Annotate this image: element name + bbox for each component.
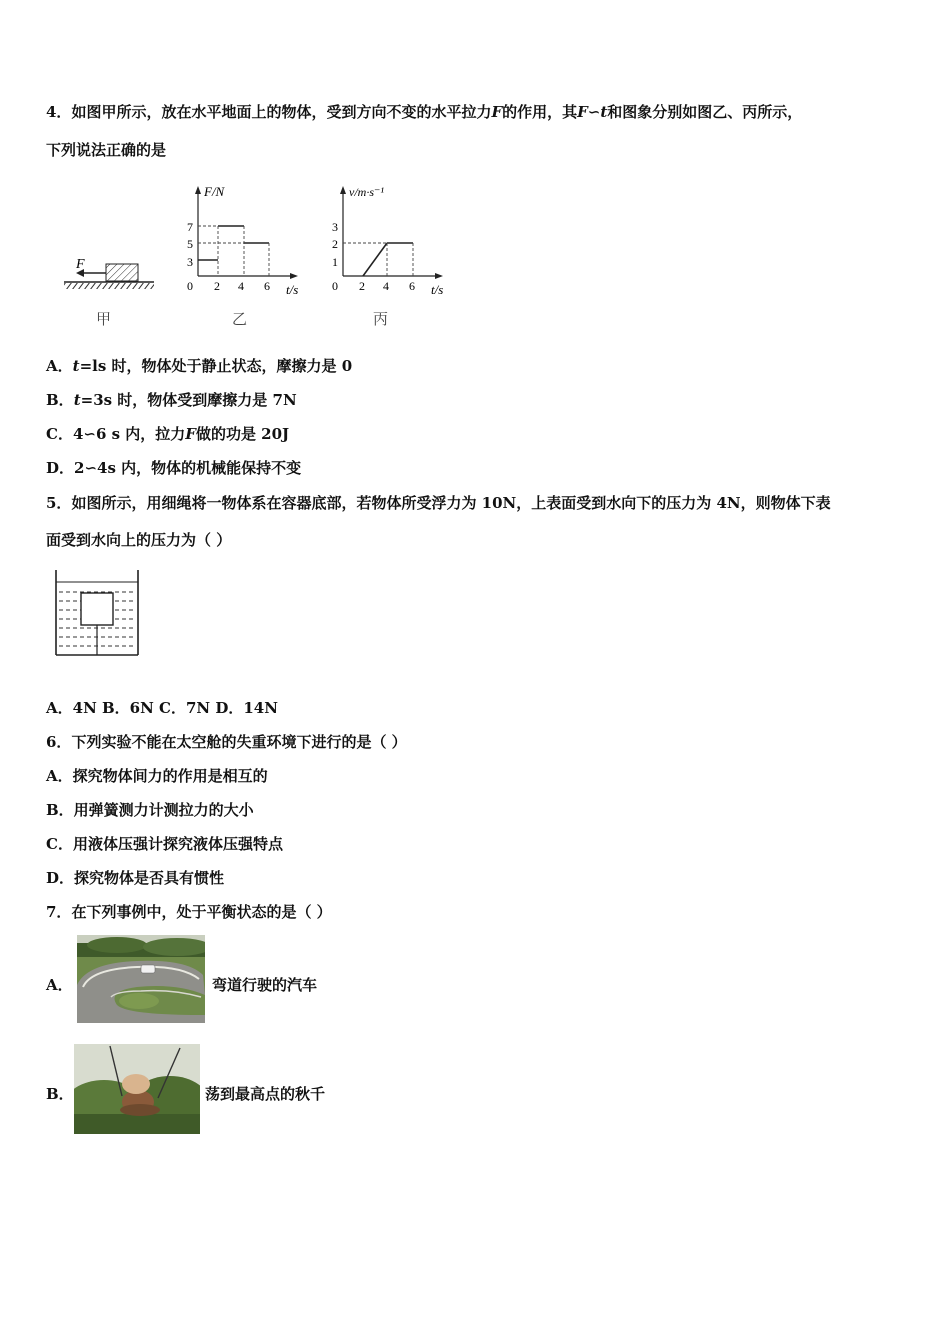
q7-stem-text: 在下列事例中，处于平衡状态的是（ ） [71,903,332,921]
y-axis-label: F/N [204,184,225,199]
x-tick-6: 6 [409,279,415,293]
swing-photo [74,1044,200,1134]
q7-option-b-letter: B． [46,1085,74,1103]
y-tick-3: 3 [187,255,193,269]
guide-lines [343,243,413,276]
q7-option-a-text: 弯道行驶的汽车 [212,976,318,994]
q4-var-f: F [491,103,503,121]
q4-option-b-var: t [73,391,81,409]
y-tick-7: 7 [187,220,193,234]
q5-container-figure [52,568,144,660]
block [106,264,138,281]
q6-option-c: C．用液体压强计探究液体压强特点 [46,835,283,853]
q4-option-b-letter: B． [46,391,74,409]
q4-option-c-t3: 做的功是 20J [195,425,290,443]
q6-option-d: D．探究物体是否具有惯性 [46,869,225,887]
q4-option-d-t1: 2 [74,459,85,477]
q6-stem [46,732,407,752]
q4-option-c-t1: 4 [72,425,84,443]
y-axis-label: v/m·s⁻¹ [349,185,384,199]
q4-option-d-letter: D． [46,459,75,477]
x-axis-label: t/s [286,282,299,297]
curved-road-photo [77,935,205,1023]
q4-figure-jia [60,250,160,330]
q5-number: 5． [46,494,72,512]
q4-stem-part2: 的作用，其 [502,103,578,121]
x-tick-2: 2 [214,279,220,293]
x-tick-6: 6 [264,279,270,293]
q4-figure-bing [325,180,455,330]
x-axis-arrow [290,273,298,279]
q4-option-c-var: F [185,425,196,443]
q4-option-b-text: =3s 时，物体受到摩擦力是 7N [80,391,297,409]
q5-options: A．4N B．6N C．7N D．14N [46,699,278,717]
q4-option-c-sep: ∽ [83,425,96,443]
q4-option-b [46,390,297,410]
q7-stem [46,902,332,922]
q6-number: 6． [46,733,72,751]
x-axis-label: t/s [431,282,444,297]
q7-option-a-letter: A． [46,976,73,994]
force-label: F [76,257,85,272]
q4-option-d [46,458,301,478]
q5-stem-text: 如图所示，用细绳将一物体系在容器底部，若物体所受浮力为 10N，上表面受到水向下的压力为 4N，则物体下表 [71,494,831,512]
q4-option-c [46,424,289,444]
q4-option-a [46,356,352,376]
q4-stem-line2: 下列说法正确的是 [46,141,167,159]
q6-option-b: B．用弹簧测力计测拉力的大小 [46,801,254,819]
y-axis-arrow [195,186,201,194]
y-tick-5: 5 [187,237,193,251]
origin-label: 0 [187,279,193,293]
origin-label: 0 [332,279,338,293]
q4-option-c-t2: 6 s 内，拉力 [95,425,186,443]
y-axis-arrow [340,186,346,194]
y-tick-1: 1 [332,255,338,269]
q4-number: 4． [46,103,72,121]
x-tick-2: 2 [359,279,365,293]
x-axis-arrow [435,273,443,279]
submerged-object [81,593,113,625]
q4-option-d-t2: 4s 内，物体的机械能保持不变 [97,459,302,477]
caption-bing: 丙 [373,312,389,328]
caption-jia: 甲 [96,312,112,328]
q4-stem-line1 [46,102,802,122]
q4-option-a-text: =ls 时，物体处于静止状态，摩擦力是 0 [79,357,353,375]
x-tick-4: 4 [238,279,244,293]
guide-lines [198,226,269,276]
q7-option-b-text: 荡到最高点的秋千 [205,1085,326,1103]
q4-sep: ∽ [587,103,601,121]
q4-figure-yi [180,180,310,330]
q6-option-a: A．探究物体间力的作用是相互的 [46,767,268,785]
y-tick-3: 3 [332,220,338,234]
q4-option-a-letter: A． [46,357,73,375]
q4-option-c-letter: C． [46,425,73,443]
q4-option-a-var: t [72,357,80,375]
q6-stem-text: 下列实验不能在太空舱的失重环境下进行的是（ ） [71,733,407,751]
q4-var-t: t [600,103,608,121]
q4-stem-part3: 和图象分别如图乙、丙所示， [607,103,803,121]
y-tick-2: 2 [332,237,338,251]
x-tick-4: 4 [383,279,389,293]
ground-hatch [64,283,154,289]
q4-option-d-sep: ∽ [84,459,98,477]
q7-number: 7． [46,903,72,921]
q5-stem-line2: 面受到水向上的压力为（ ） [46,531,232,549]
q4-var-f2: F [577,103,588,121]
segment-accelerate [363,243,387,276]
caption-yi: 乙 [232,312,248,328]
q4-stem-part1: 如图甲所示，放在水平地面上的物体，受到方向不变的水平拉力 [71,103,492,121]
q5-stem-line1 [46,493,831,513]
